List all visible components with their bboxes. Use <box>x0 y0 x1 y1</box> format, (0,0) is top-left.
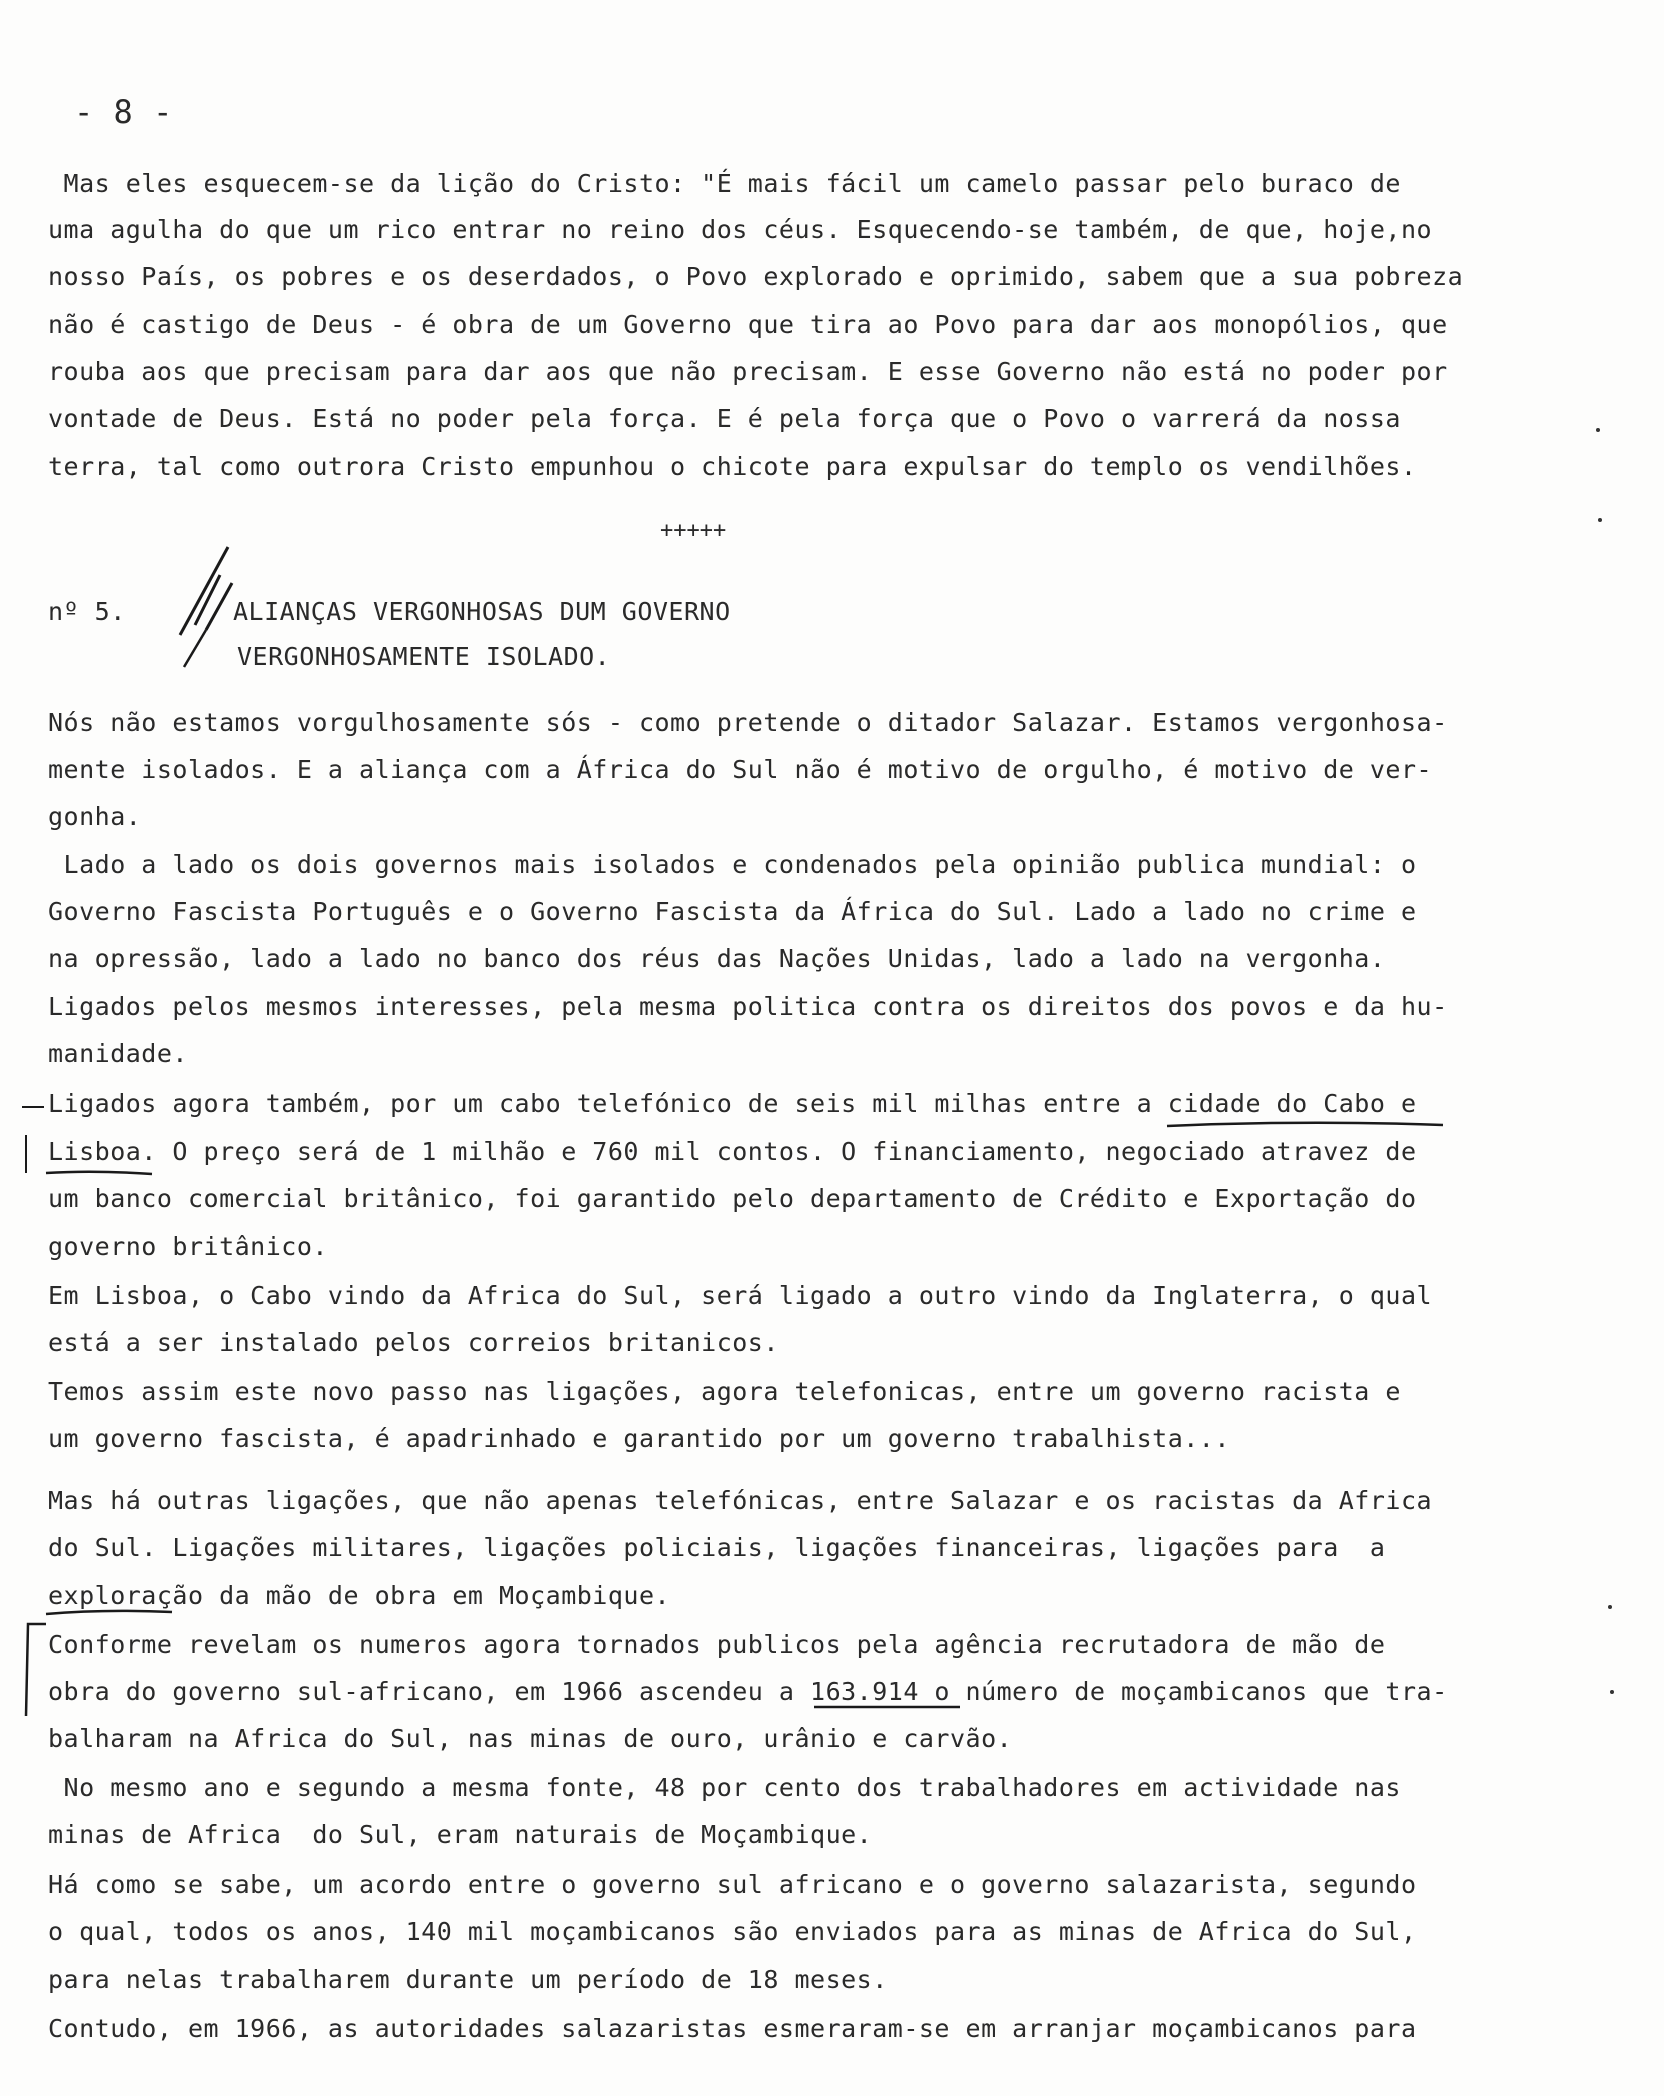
handwritten-underline-number <box>812 1700 962 1714</box>
text-line: para nelas trabalharem durante um período de 18 meses. <box>48 1965 888 1994</box>
text-line: minas de Africa do Sul, eram naturais de Moçambique. <box>48 1820 873 1849</box>
handwritten-underline-cabo <box>1165 1118 1445 1132</box>
scan-speck <box>1596 428 1600 432</box>
section-title-line1: ALIANÇAS VERGONHOSAS DUM GOVERNO <box>233 597 731 626</box>
text-line: governo britânico. <box>48 1232 328 1261</box>
text-line: Ligados agora também, por um cabo telefónico de seis mil milhas entre a cidade do Cabo e <box>48 1089 1417 1118</box>
scan-speck <box>1608 1605 1612 1609</box>
text-line: No mesmo ano e segundo a mesma fonte, 48 por cento dos trabalhadores em actividade nas <box>48 1773 1401 1802</box>
handwritten-underline-exploracao <box>44 1606 174 1620</box>
text-line: um governo fascista, é apadrinhado e garantido por um governo trabalhista... <box>48 1424 1230 1453</box>
text-line: o qual, todos os anos, 140 mil moçambicanos são enviados para as minas de Africa do Sul, <box>48 1917 1417 1946</box>
section-title-line2: VERGONHOSAMENTE ISOLADO. <box>237 642 611 671</box>
text-line: vontade de Deus. Está no poder pela força. E é pela força que o Povo o varrerá da nossa <box>48 404 1401 433</box>
text-line: manidade. <box>48 1039 188 1068</box>
handwritten-margin-arrow <box>18 1095 48 1175</box>
text-line: rouba aos que precisam para dar aos que não precisam. E esse Governo não está no poder por <box>48 357 1448 386</box>
text-line: Contudo, em 1966, as autoridades salazaristas esmeraram-se em arranjar moçambicanos para <box>48 2014 1417 2043</box>
text-line: Nós não estamos vorgulhosamente sós - como pretende o ditador Salazar. Estamos vergonhosa- <box>48 708 1448 737</box>
text-line: Temos assim este novo passo nas ligações, agora telefonicas, entre um governo racista e <box>48 1377 1401 1406</box>
text-line: Lisboa. O preço será de 1 milhão e 760 mil contos. O financiamento, negociado atravez de <box>48 1137 1417 1166</box>
text-line: Governo Fascista Português e o Governo Fascista da África do Sul. Lado a lado no crime e <box>48 897 1417 926</box>
section-number: nº 5. <box>48 597 126 626</box>
text-line: gonha. <box>48 802 142 831</box>
page-number: - 8 - <box>74 93 173 131</box>
text-line: Ligados pelos mesmos interesses, pela mesma politica contra os direitos dos povos e da hu- <box>48 992 1448 1021</box>
handwritten-slash-mark <box>170 545 240 670</box>
text-line: está a ser instalado pelos correios britanicos. <box>48 1328 779 1357</box>
text-line: Lado a lado os dois governos mais isolados e condenados pela opinião publica mundial: o <box>48 850 1417 879</box>
text-line: mente isolados. E a aliança com a África do Sul não é motivo de orgulho, é motivo de ver- <box>48 755 1433 784</box>
text-line: Conforme revelam os numeros agora tornados publicos pela agência recrutadora de mão de <box>48 1630 1386 1659</box>
scan-speck <box>1598 518 1602 522</box>
text-line: não é castigo de Deus - é obra de um Governo que tira ao Povo para dar aos monopólios, que <box>48 310 1448 339</box>
text-line: na opressão, lado a lado no banco dos réus das Nações Unidas, lado a lado na vergonha. <box>48 944 1386 973</box>
text-line: um banco comercial britânico, foi garantido pelo departamento de Crédito e Exportação do <box>48 1184 1417 1213</box>
text-line: Mas eles esquecem-se da lição do Cristo: "É mais fácil um camelo passar pelo buraco de <box>48 169 1401 198</box>
handwritten-margin-bracket <box>20 1620 50 1720</box>
text-line: balharam na Africa do Sul, nas minas de ouro, urânio e carvão. <box>48 1724 1013 1753</box>
text-line: uma agulha do que um rico entrar no reino dos céus. Esquecendo-se também, de que, hoje,no <box>48 215 1433 244</box>
section-separator: +++++ <box>660 518 727 543</box>
text-line: nosso País, os pobres e os deserdados, o Povo explorado e oprimido, sabem que a sua pobreza <box>48 262 1464 291</box>
text-line: do Sul. Ligações militares, ligações policiais, ligações financeiras, ligações para a <box>48 1533 1386 1562</box>
text-line: Há como se sabe, um acordo entre o governo sul africano e o governo salazarista, segundo <box>48 1870 1417 1899</box>
scan-speck <box>1610 1690 1614 1694</box>
text-line: terra, tal como outrora Cristo empunhou o chicote para expulsar do templo os vendilhões. <box>48 452 1417 481</box>
handwritten-underline-lisboa <box>44 1166 154 1180</box>
text-line: Mas há outras ligações, que não apenas telefónicas, entre Salazar e os racistas da Africa <box>48 1486 1433 1515</box>
text-line: Em Lisboa, o Cabo vindo da Africa do Sul, será ligado a outro vindo da Inglaterra, o qual <box>48 1281 1433 1310</box>
text-line: exploração da mão de obra em Moçambique. <box>48 1581 671 1610</box>
text-line: obra do governo sul-africano, em 1966 ascendeu a 163.914 o número de moçambicanos que tra- <box>48 1677 1448 1706</box>
